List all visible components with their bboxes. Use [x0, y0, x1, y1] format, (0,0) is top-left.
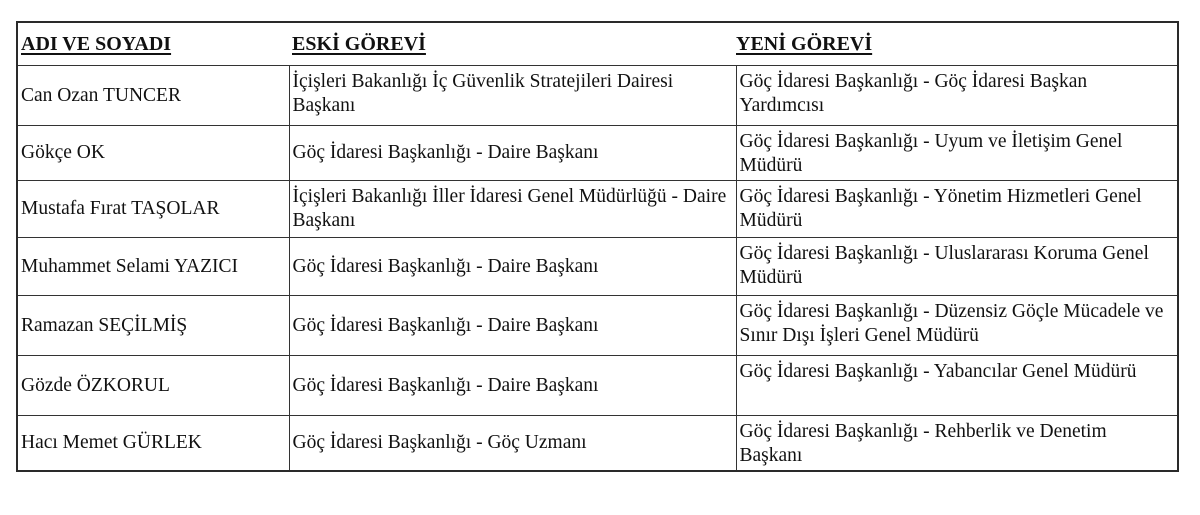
cell-old-position: Göç İdaresi Başkanlığı - Göç Uzmanı: [289, 416, 736, 472]
cell-old-position: Göç İdaresi Başkanlığı - Daire Başkanı: [289, 238, 736, 296]
cell-old-position: Göç İdaresi Başkanlığı - Daire Başkanı: [289, 356, 736, 416]
header-new-position: YENİ GÖREVİ: [736, 22, 1178, 66]
table-row: [17, 296, 1178, 356]
table-header: [17, 22, 1178, 66]
cell-new-position: Göç İdaresi Başkanlığı - Uyum ve İletişim Genel Müdürü: [736, 126, 1178, 181]
header-old-position: ESKİ GÖREVİ: [289, 22, 736, 66]
cell-name: Hacı Memet GÜRLEK: [17, 416, 289, 472]
cell-name: Mustafa Fırat TAŞOLAR: [17, 181, 289, 238]
cell-old-position: Göç İdaresi Başkanlığı - Daire Başkanı: [289, 126, 736, 181]
header-name: ADI VE SOYADI: [17, 22, 289, 66]
cell-new-position: Göç İdaresi Başkanlığı - Rehberlik ve Denetim Başkanı: [736, 416, 1178, 472]
table-row: [17, 238, 1178, 296]
cell-new-position: Göç İdaresi Başkanlığı - Yönetim Hizmetleri Genel Müdürü: [736, 181, 1178, 238]
cell-name: Ramazan SEÇİLMİŞ: [17, 296, 289, 356]
cell-name: Gökçe OK: [17, 126, 289, 181]
cell-new-position: Göç İdaresi Başkanlığı - Uluslararası Koruma Genel Müdürü: [736, 238, 1178, 296]
header-row: [17, 22, 1178, 66]
table-body: [17, 66, 1178, 472]
table-row: [17, 416, 1178, 472]
table-row: [17, 126, 1178, 181]
cell-new-position: Göç İdaresi Başkanlığı - Göç İdaresi Başkan Yardımcısı: [736, 66, 1178, 126]
cell-old-position: İçişleri Bakanlığı İller İdaresi Genel Müdürlüğü - Daire Başkanı: [289, 181, 736, 238]
cell-name: Can Ozan TUNCER: [17, 66, 289, 126]
table-row: [17, 356, 1178, 416]
table-row: [17, 66, 1178, 126]
cell-old-position: Göç İdaresi Başkanlığı - Daire Başkanı: [289, 296, 736, 356]
appointments-table: [16, 21, 1179, 472]
cell-name: Muhammet Selami YAZICI: [17, 238, 289, 296]
cell-name: Gözde ÖZKORUL: [17, 356, 289, 416]
cell-new-position: Göç İdaresi Başkanlığı - Yabancılar Genel Müdürü: [736, 356, 1178, 416]
cell-new-position: Göç İdaresi Başkanlığı - Düzensiz Göçle Mücadele ve Sınır Dışı İşleri Genel Müdürü: [736, 296, 1178, 356]
table-row: [17, 181, 1178, 238]
cell-old-position: İçişleri Bakanlığı İç Güvenlik Stratejileri Dairesi Başkanı: [289, 66, 736, 126]
